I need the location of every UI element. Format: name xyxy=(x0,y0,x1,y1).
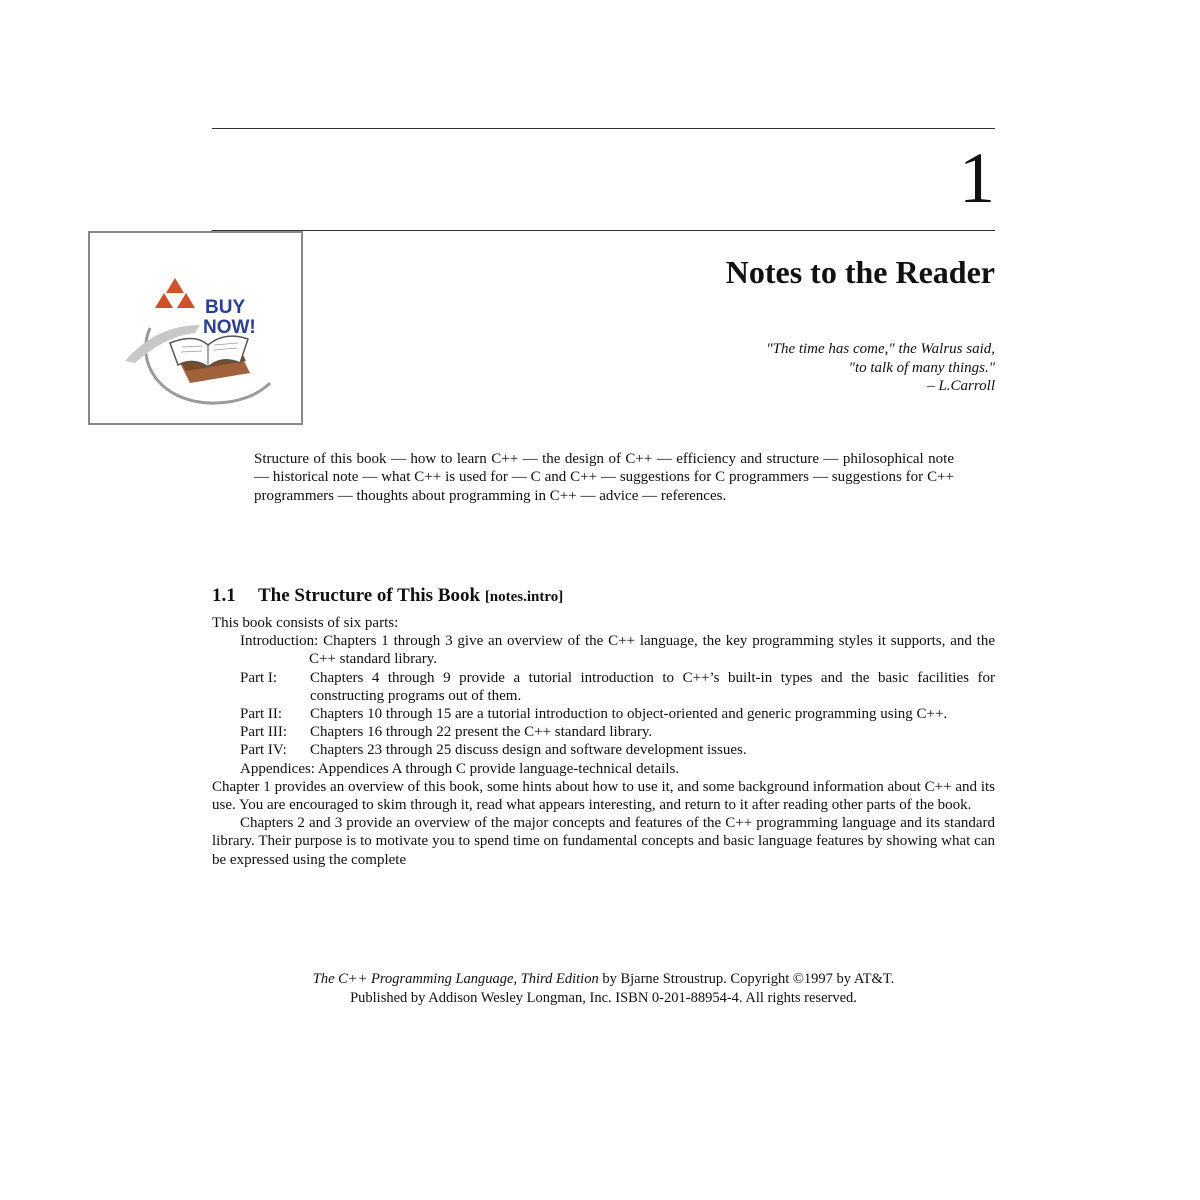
copyright-footer xyxy=(212,970,995,1008)
section-tag: [notes.intro] xyxy=(484,589,564,605)
chapter-abstract: Structure of this book — how to learn C++ — the design of C++ — efficiency and structure — philosophical note — historical note — what C++ is used for — C and C++ — suggestions for C programmers — suggestions for C++ programmers — thoughts about programming in C++ — advice — references. xyxy=(254,451,954,504)
part-label: Appendices: xyxy=(240,760,315,777)
part-label: Introduction: xyxy=(240,633,319,650)
list-item xyxy=(240,741,995,759)
section-number: 1.1 xyxy=(212,585,236,606)
part-label: Part I: xyxy=(240,669,278,686)
part-text: Chapters 16 through 22 present the C++ standard library. xyxy=(310,724,653,741)
buy-now-badge[interactable] xyxy=(88,231,303,425)
part-label: Part II: xyxy=(240,706,283,723)
badge-line1: BUY xyxy=(205,297,246,318)
footer-line-2: Published by Addison Wesley Longman, Inc. ISBN 0-201-88954-4. All rights reserved. xyxy=(350,990,857,1006)
badge-line2: NOW! xyxy=(203,317,256,338)
list-item xyxy=(240,723,995,741)
body-paragraph-2: Chapters 2 and 3 provide an overview of the major concepts and features of the C++ programming language and its standard library. Their purpose is to motivate you to spend time on fundamental concepts and basic language features by showing what can be expressed using the complete xyxy=(212,815,995,868)
list-item xyxy=(240,632,995,668)
buy-now-icon xyxy=(90,233,301,423)
section-title: The Structure of This Book xyxy=(258,585,481,606)
body-intro: This book consists of six parts: xyxy=(212,615,399,631)
part-text: Chapters 1 through 3 give an overview of the C++ language, the key programming styles it supports, and the C++ standard library. xyxy=(309,633,996,668)
list-item xyxy=(240,760,995,778)
chapter-title: Notes to the Reader xyxy=(725,254,995,290)
epigraph-line-1: "The time has come," the Walrus said, xyxy=(766,341,995,357)
part-text: Appendices A through C provide language-technical details. xyxy=(317,760,680,777)
epigraph-attribution: – L.Carroll xyxy=(927,378,995,394)
chapter-bottom-rule xyxy=(212,230,995,231)
parts-list xyxy=(212,632,995,778)
footer-book-title: The C++ Programming Language, Third Edition xyxy=(312,971,599,987)
list-item xyxy=(240,669,995,705)
epigraph-line-2: "to talk of many things." xyxy=(848,359,995,376)
part-text: Chapters 23 through 25 discuss design and software development issues. xyxy=(310,742,747,759)
part-text: Chapters 10 through 15 are a tutorial introduction to object-oriented and generic programming using C++. xyxy=(310,706,948,723)
section-body xyxy=(212,614,995,869)
part-text: Chapters 4 through 9 provide a tutorial introduction to C++’s built-in types and the basic facilities for constructing programs out of them. xyxy=(310,669,995,704)
part-label: Part IV: xyxy=(240,742,287,759)
body-paragraph-1: Chapter 1 provides an overview of this book, some hints about how to use it, and some background information about C++ and its use. You are encouraged to skim through it, read what appears interesting, and return to it after reading other parts of the book. xyxy=(212,778,995,814)
footer-line-1: by Bjarne Stroustrup. Copyright ©1997 by AT&T. xyxy=(598,971,895,987)
list-item xyxy=(240,705,995,723)
chapter-top-rule xyxy=(212,128,995,129)
chapter-number: 1 xyxy=(959,138,995,218)
section-heading xyxy=(212,584,563,609)
part-label: Part III: xyxy=(240,724,288,741)
epigraph xyxy=(766,340,995,396)
